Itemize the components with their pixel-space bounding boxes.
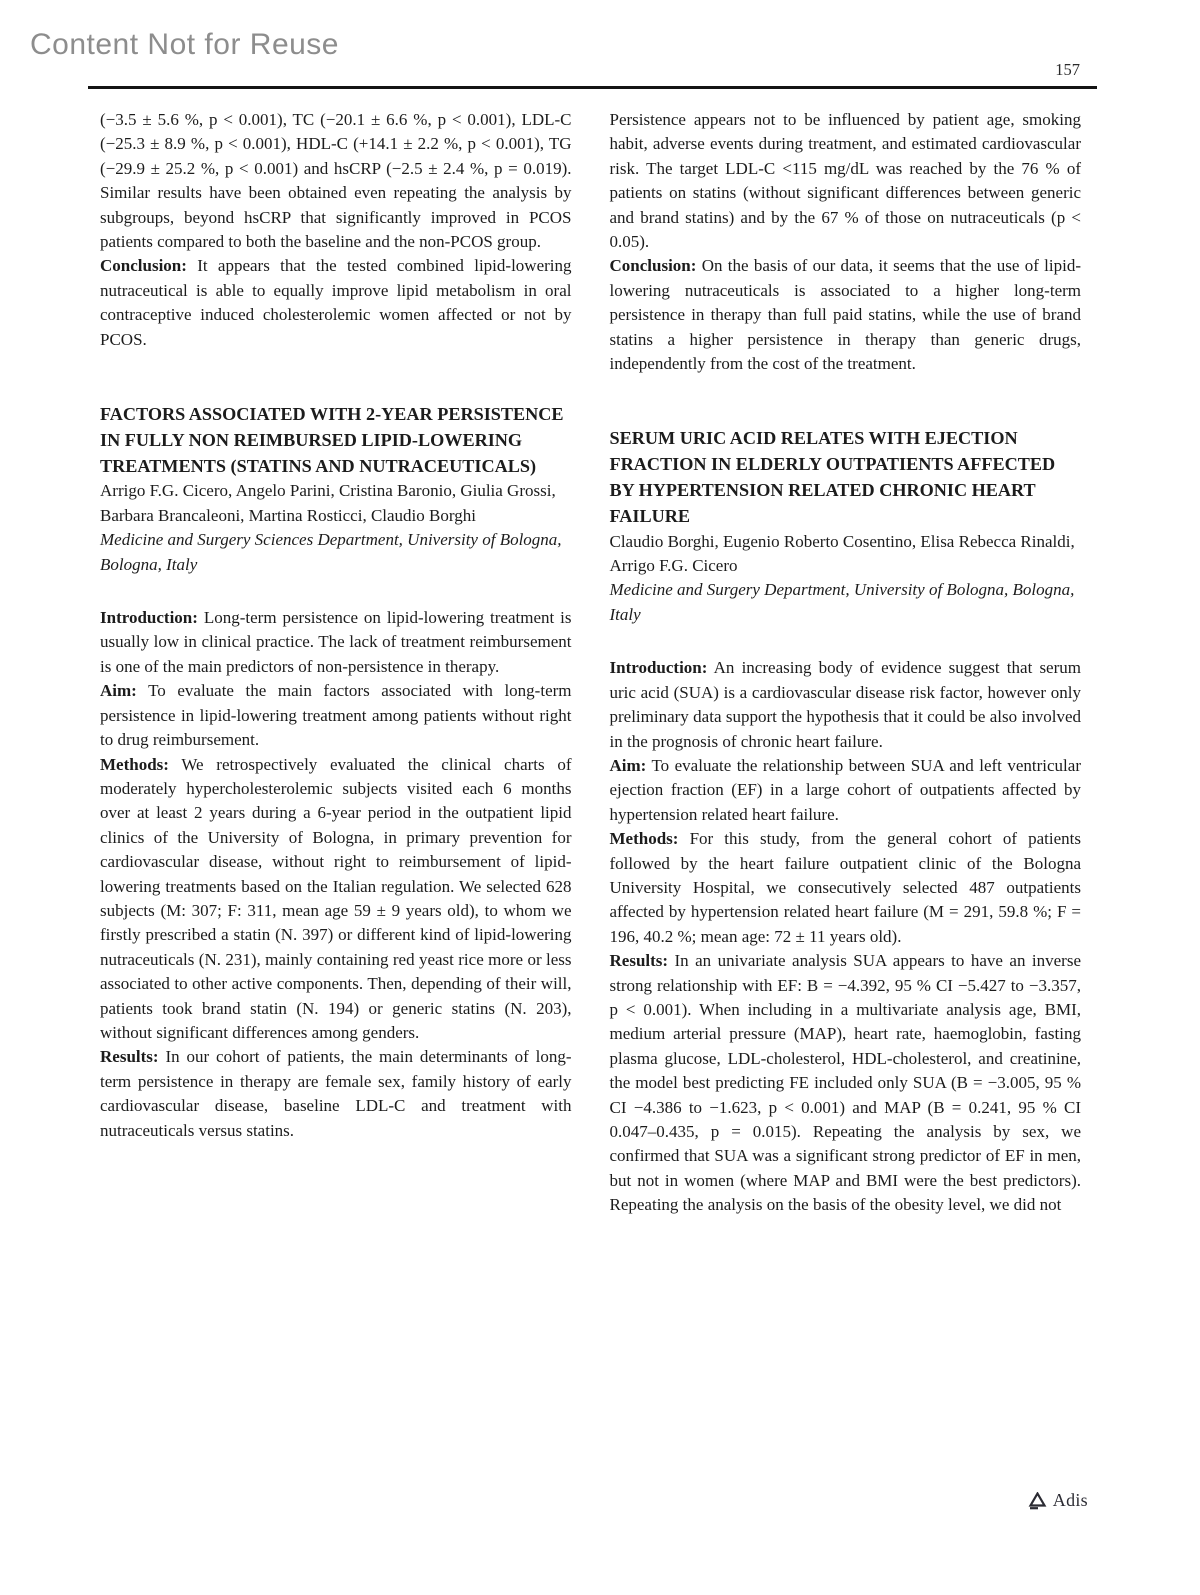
results-label: Results: — [100, 1047, 159, 1067]
section-introduction-2 — [610, 656, 1082, 754]
section-aim-2 — [610, 754, 1082, 827]
results-label-2: Results: — [609, 951, 669, 971]
two-column-layout — [100, 108, 1081, 1218]
section-results-2 — [610, 949, 1082, 1217]
content-not-for-reuse-watermark: Content Not for Reuse — [30, 28, 339, 61]
conclusion-label: Conclusion: — [100, 256, 187, 276]
abstract-body-uric-acid — [610, 656, 1082, 1217]
abstract-body-statins — [100, 606, 572, 1143]
methods-text: We retrospectively evaluated the clinical charts of moderately hypercholesterolemic subjects visited each 6 months over at least 2 years during a 6-year period in the outpatient lipid clinics of the University of Bologna, in primary prevention for cardiovascular disease, without right to reimbursement of lipid-lowering treatments based on the Italian regulation. We selected 628 subjects (M: 307; F: 311, mean age 59 ± 9 years old), to whom we firstly prescribed a statin (N. 397) or different kind of lipid-lowering nutraceuticals (N. 231), mainly containing red yeast rice more or less associated to other active components. Then, depending of their will, patients took brand statin (N. 194) or generic statins (N. 203), without significant differences among genders. — [100, 754, 572, 1042]
methods-text-2: For this study, from the general cohort of patients followed by the heart failure outpatient clinic of the Bologna University Hospital, we consecutively selected 487 outpatients affected by hypertension related heart failure (M = 291, 59.8 %; F = 196, 40.2 %; mean age: 72 ± 11 years old). — [609, 829, 1081, 946]
introduction-text: Long-term persistence on lipid-lowering treatment is usually low in clinical practice. The lack of treatment reimbursement is one of the main predictors of non-persistence in therapy. — [100, 608, 572, 676]
introduction-label: Introduction: — [100, 608, 198, 628]
abstract-title-uric-acid: SERUM URIC ACID RELATES WITH EJECTION FRACTION IN ELDERLY OUTPATIENTS AFFECTED BY HYPERTENSION RELATED CHRONIC HEART FAILURE — [609, 428, 1056, 526]
affiliation-statins: Medicine and Surgery Sciences Department, University of Bologna, Bologna, Italy — [100, 530, 562, 574]
abstract-conclusion — [100, 254, 572, 352]
results-text-2: In an univariate analysis SUA appears to have an inverse strong relationship with EF: B = −4.392, 95 % CI −5.427 to −3.357, p < 0.001). When including in a multivariate analysis age, BMI, medium arterial pressure (MAP), heart rate, haemoglobin, fasting plasma glucose, LDL-cholesterol, HDL-cholesterol, and creatinine, the model best predicting FE included only SUA (B = −3.005, 95 % CI −4.386 to −1.623, p < 0.001) and MAP (B = 0.241, 95 % CI 0.047–0.435, p = 0.015). Repeating the analysis by sex, we confirmed that SUA was a significant strong predictor of EF in men, but not in women (where MAP and BMI were the best predictors). Repeating the analysis on the basis of the obesity level, we did not — [609, 951, 1081, 1215]
conclusion-text: It appears that the tested combined lipid-lowering nutraceutical is able to equally improve lipid metabolism in oral contraceptive induced cholesterolemic women affected or not by PCOS. — [100, 256, 572, 349]
abstract-conclusion-2 — [610, 254, 1082, 376]
conclusion-label-2: Conclusion: — [609, 256, 697, 276]
section-results — [100, 1045, 572, 1143]
aim-label-2: Aim: — [609, 755, 647, 775]
adis-triangle-icon — [1028, 1492, 1047, 1510]
section-aim — [100, 679, 572, 752]
abstract-title-statins: FACTORS ASSOCIATED WITH 2-YEAR PERSISTENCE IN FULLY NON REIMBURSED LIPID-LOWERING TREATMENTS (STATINS AND NUTRACEUTICALS) — [100, 404, 564, 476]
introduction-text-2: An increasing body of evidence suggest that serum uric acid (SUA) is a cardiovascular disease risk factor, however only preliminary data support the hypothesis that it could be also involved in the prognosis of chronic heart failure. — [609, 658, 1081, 751]
section-introduction — [100, 606, 572, 679]
authors-statins: Arrigo F.G. Cicero, Angelo Parini, Cristina Baronio, Giulia Grossi, Barbara Brancaleoni, Martina Rosticci, Claudio Borghi — [100, 481, 556, 525]
header-rule — [88, 86, 1097, 89]
affiliation-uric-acid: Medicine and Surgery Department, University of Bologna, Bologna, Italy — [609, 580, 1075, 624]
section-methods — [100, 753, 572, 1046]
left-column — [100, 108, 572, 1218]
right-column — [610, 108, 1082, 1218]
results-text: In our cohort of patients, the main determinants of long-term persistence in therapy are female sex, family history of early cardiovascular disease, baseline LDL-C and treatment with nutraceuticals versus statins. — [100, 1047, 572, 1140]
adis-logo-text: Adis — [1052, 1490, 1088, 1510]
authors-uric-acid: Claudio Borghi, Eugenio Roberto Cosentino, Elisa Rebecca Rinaldi, Arrigo F.G. Cicero — [609, 531, 1075, 576]
aim-text: To evaluate the main factors associated with long-term persistence in lipid-lowering treatment among patients without right to drug reimbursement. — [100, 681, 572, 750]
conclusion-text-2: On the basis of our data, it seems that the use of lipid-lowering nutraceuticals is associated to a higher long-term persistence in therapy than full paid statins, while the use of brand statins a higher persistence in therapy than generic drugs, independently from the cost of the treatment. — [609, 256, 1081, 374]
aim-text-2: To evaluate the relationship between SUA and left ventricular ejection fraction (EF) in a large cohort of outpatients affected by hypertension related heart failure. — [609, 755, 1081, 824]
abstract-continued-results-2: Persistence appears not to be influenced by patient age, smoking habit, adverse events during treatment, and estimated cardiovascular risk. The target LDL-C <115 mg/dL was reached by the 76 % of patients on statins (without significant differences between generic and brand statins) and by the 67 % of those on nutraceuticals (p < 0.05). — [609, 110, 1081, 252]
page-number: 157 — [1055, 60, 1080, 79]
methods-label: Methods: — [100, 754, 169, 774]
abstract-continued-results: (−3.5 ± 5.6 %, p < 0.001), TC (−20.1 ± 6.6 %, p < 0.001), LDL-C (−25.3 ± 8.9 %, p < 0.001), HDL-C (+14.1 ± 2.2 %, p < 0.001), TG (−29.9 ± 25.2 %, p < 0.001) and hsCRP (−2.5 ± 2.4 %, p = 0.019). Similar results have been obtained even repeating the analysis by subgroups, beyond hsCRP that significantly improved in PCOS patients compared to both the baseline and the non-PCOS group. — [100, 110, 572, 252]
introduction-label-2: Introduction: — [609, 658, 708, 678]
methods-label-2: Methods: — [609, 829, 679, 849]
adis-logo — [1028, 1490, 1088, 1511]
section-methods-2 — [610, 827, 1082, 949]
aim-label: Aim: — [100, 681, 137, 701]
